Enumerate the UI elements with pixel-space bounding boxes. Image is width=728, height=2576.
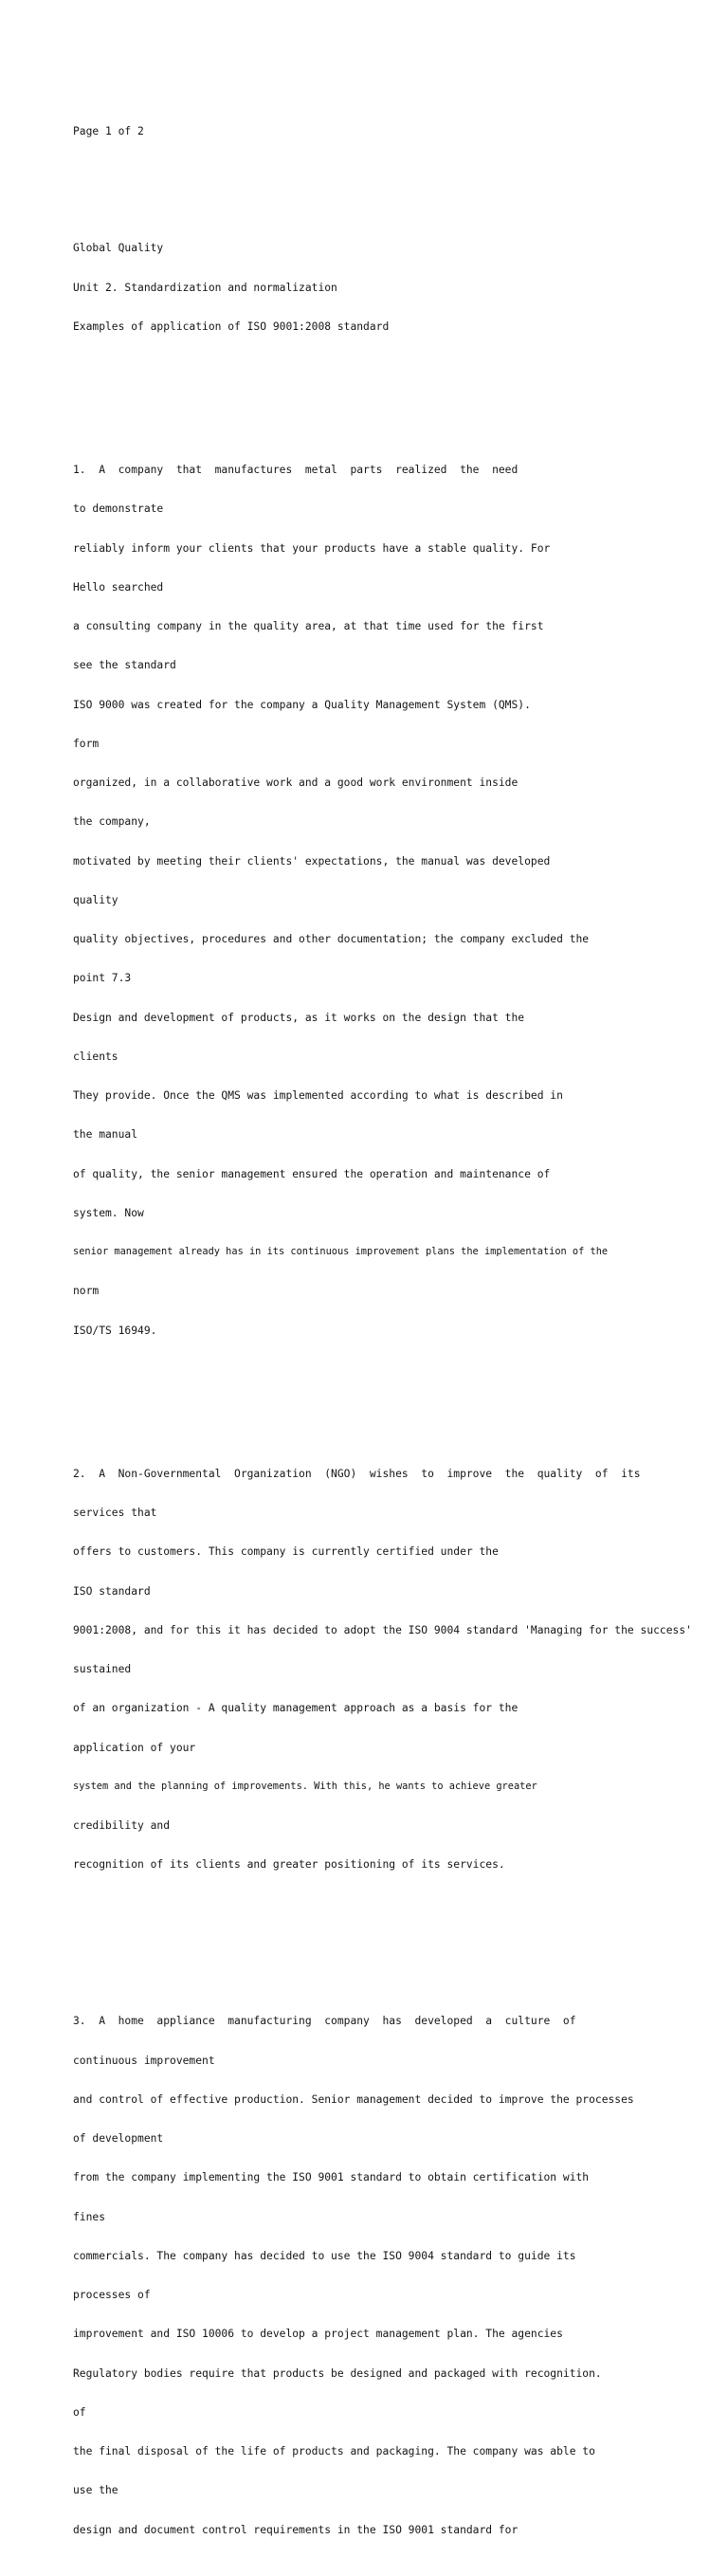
paragraph-line: quality: [73, 893, 118, 906]
paragraph-line: form: [73, 737, 100, 750]
paragraph-line: and control of effective production. Senior management decided to improve the processes: [73, 2092, 634, 2106]
paragraph-line: system. Now: [73, 1206, 144, 1219]
page-header: Page 1 of 2: [73, 124, 144, 137]
paragraph-line: 1. A company that manufactures metal parts realized the need: [73, 464, 519, 476]
paragraph-line: sustained: [73, 1663, 132, 1675]
paragraph-line: organized, in a collaborative work and a good work environment inside: [73, 776, 519, 789]
paragraph-line: clients: [73, 1050, 118, 1063]
paragraph-line: the final disposal of the life of products and packaging. The company was able to: [73, 2445, 595, 2457]
paragraph-line: ISO 9000 was created for the company a Quality Management System (QMS).: [73, 698, 531, 711]
spacer: [73, 1389, 725, 1402]
paragraph-line: motivated by meeting their clients' expectations, the manual was developed: [73, 854, 551, 868]
paragraph-line: norm: [73, 1285, 100, 1298]
paragraph-line: use the: [73, 2484, 118, 2497]
paragraph-line: a consulting company in the quality area, at that time used for the first: [73, 620, 544, 632]
paragraph-line: They provide. Once the QMS was implemented according to what is described in: [73, 1089, 563, 1102]
title-block: [73, 216, 725, 359]
paragraph-line: of quality, the senior management ensured the operation and maintenance of: [73, 1167, 551, 1180]
paragraph-line: application of your: [73, 1741, 196, 1754]
paragraph-line: commercials. The company has decided to use the ISO 9004 standard to guide its: [73, 2249, 576, 2262]
paragraph-line: recognition of its clients and greater positioning of its services.: [73, 1858, 505, 1872]
paragraph-line: reliably inform your clients that your products have a stable quality. For: [73, 541, 551, 555]
paragraph-line: design and document control requirements in the ISO 9001 standard for: [73, 2523, 519, 2536]
paragraph-line: Design and development of products, as it works on the design that the: [73, 1011, 525, 1024]
document-body: [73, 99, 725, 2576]
paragraph-line: improvement and ISO 10006 to develop a project management plan. The agencies: [73, 2328, 563, 2341]
example-2-paragraph: [73, 1441, 725, 1897]
paragraph-line: senior management already has in its continuous improvement plans the implementation of the: [73, 1246, 609, 1257]
paragraph-line: see the standard: [73, 659, 176, 672]
paragraph-line: Hello searched: [73, 580, 164, 594]
paragraph-line: system and the planning of improvements. With this, he wants to achieve greater: [73, 1780, 537, 1792]
unit-title: Unit 2. Standardization and normalization: [73, 281, 337, 294]
document-subtitle: Examples of application of ISO 9001:2008 standard: [73, 320, 390, 333]
paragraph-line: quality objectives, procedures and other documentation; the company excluded the: [73, 933, 590, 945]
paragraph-line: ISO standard: [73, 1584, 151, 1598]
paragraph-line: Regulatory bodies require that products be designed and packaged with recognition.: [73, 2366, 602, 2380]
course-title: Global Quality: [73, 242, 164, 255]
paragraph-line: services that: [73, 1507, 157, 1519]
paragraph-line: point 7.3: [73, 972, 132, 985]
paragraph-line: 9001:2008, and for this it has decided to adopt the ISO 9004 standard 'Managing for the success': [73, 1623, 692, 1636]
paragraph-line: continuous improvement: [73, 2054, 215, 2067]
spacer: [73, 164, 725, 177]
paragraph-line: processes of: [73, 2289, 151, 2301]
paragraph-line: ISO/TS 16949.: [73, 1324, 157, 1337]
paragraph-line: of an organization - A quality management approach as a basis for the: [73, 1702, 519, 1715]
example-1-paragraph: [73, 438, 725, 1363]
paragraph-line: of development: [73, 2132, 164, 2145]
paragraph-line: the company,: [73, 815, 151, 829]
paragraph-line: from the company implementing the ISO 9001 standard to obtain certification with: [73, 2171, 590, 2184]
paragraph-line: of: [73, 2405, 86, 2419]
spacer: [73, 1924, 725, 1950]
paragraph-line: 3. A home appliance manufacturing company has developed a culture of: [73, 2015, 576, 2028]
example-3-paragraph: [73, 1989, 725, 2563]
paragraph-line: the manual: [73, 1128, 138, 1142]
paragraph-line: 2. A Non-Governmental Organization (NGO) wishes to improve the quality of its: [73, 1467, 641, 1480]
paragraph-line: offers to customers. This company is currently certified under the: [73, 1545, 499, 1559]
spacer: [73, 386, 725, 399]
paragraph-line: fines: [73, 2210, 106, 2223]
paragraph-line: to demonstrate: [73, 502, 164, 516]
paragraph-line: credibility and: [73, 1819, 171, 1832]
